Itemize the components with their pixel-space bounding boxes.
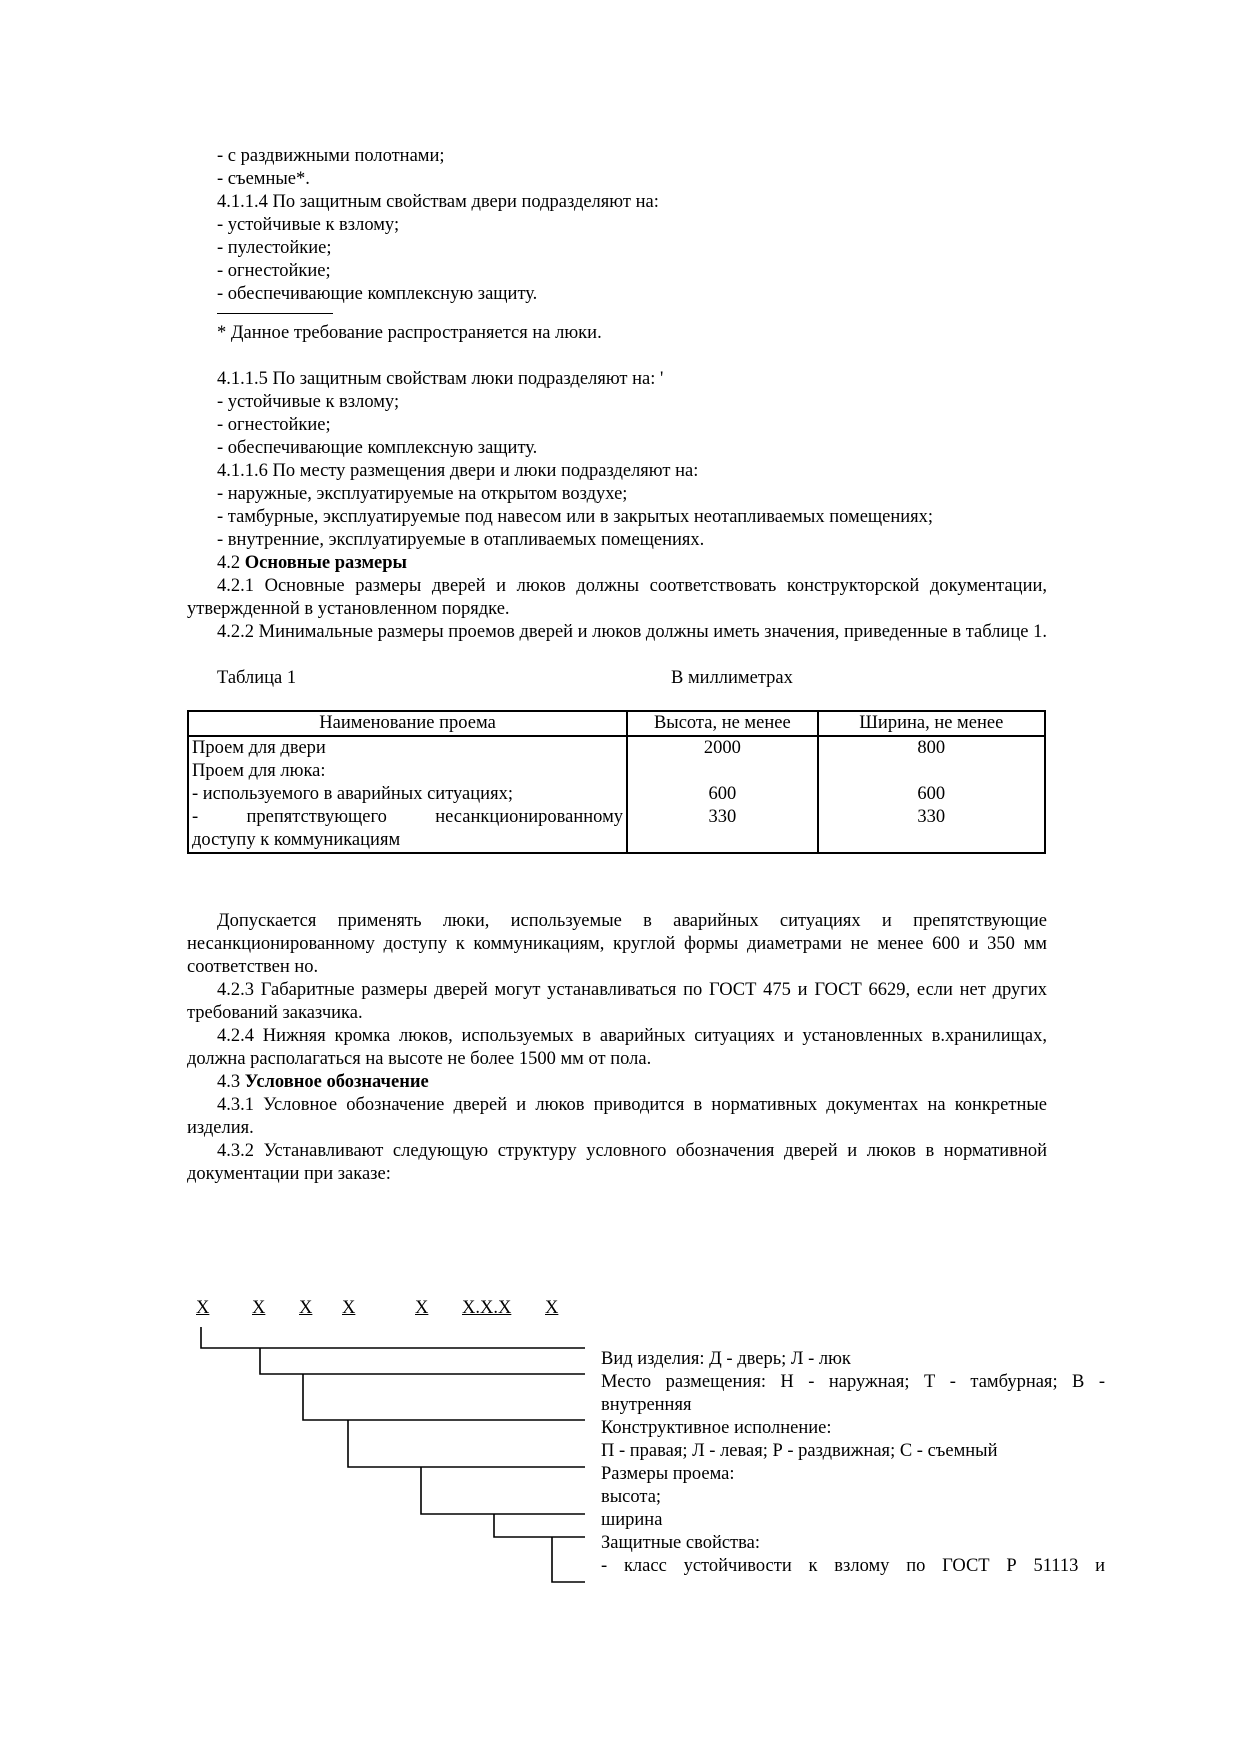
text-line: - съемные*. [217,169,310,189]
text-line: - с раздвижными полотнами; [217,146,445,166]
paragraph-4-2-3: 4.2.3 Габаритные размеры дверей могут устанавливаться по ГОСТ 475 и ГОСТ 6629, если нет других требований заказчика. [187,980,1047,1023]
legend-size: Размеры проема: [601,1464,735,1484]
paragraph-note: Допускается применять люки, используемые в аварийных ситуациях и препятствующие несанкционированному доступу к коммуникациям, круглой формы диаметрами не менее 600 и 350 мм соответствен но. [187,911,1047,977]
text-line: - огнестойкие; [217,261,331,281]
scheme-legend [601,1348,1105,1578]
scheme-label: Х [545,1298,559,1318]
scheme-label: Х [299,1298,313,1318]
paragraph-4-3-2: 4.3.2 Устанавливают следующую структуру условного обозначения дверей и люков в нормативной документации при заказе: [187,1141,1047,1184]
legend-protection-class: - класс устойчивости к взлому по ГОСТ Р 51113 и [601,1556,1105,1576]
footnote: * Данное требование распространяется на люки. [217,323,602,343]
text-line: 4.1.1.4 По защитным свойствам двери подразделяют на: [217,192,659,212]
text-line: - обеспечивающие комплексную защиту. [217,284,538,304]
legend-size-width: ширина [601,1510,663,1530]
text-line: 4.1.1.6 По месту размещения двери и люки подразделяют на: [217,461,699,481]
scheme-label: Х [196,1298,210,1318]
legend-kind: Вид изделия: Д - дверь; Л - люк [601,1349,851,1369]
section-heading-4-2: 4.2 Основные размеры [217,553,407,573]
text-line: - наружные, эксплуатируемые на открытом воздухе; [217,484,628,504]
header-cell: Высота, не менее [627,711,818,736]
table-units: В миллиметрах [671,668,793,688]
scheme-label: Х.Х.Х [462,1298,512,1318]
legend-design: Конструктивное исполнение: [601,1418,832,1438]
scheme-label: Х [342,1298,356,1318]
legend-place-cont: внутренняя [601,1395,692,1415]
header-cell: Ширина, не менее [818,711,1045,736]
header-cell: Наименование проема [188,711,627,736]
legend-size-height: высота; [601,1487,662,1507]
paragraph-4-2-4: 4.2.4 Нижняя кромка люков, используемых в аварийных ситуациях и установленных в.хранилищах, должна располагаться на высоте не более 1500 мм от пола. [187,1026,1047,1069]
paragraph-4-2-2: 4.2.2 Минимальные размеры проемов дверей и люков должны иметь значения, приведенные в таблице 1. [217,622,1047,642]
scheme-label: Х [415,1298,429,1318]
text-line: - пулестойкие; [217,238,332,258]
text-line: - огнестойкие; [217,415,331,435]
scheme-label: Х [252,1298,266,1318]
legend-protection: Защитные свойства: [601,1533,760,1553]
table-cell: 800 600 330 [818,736,1045,853]
text-line: - устойчивые к взлому; [217,215,400,235]
text-line: 4.1.1.5 По защитным свойствам люки подразделяют на: ' [217,369,664,389]
text-line: - обеспечивающие комплексную защиту. [217,438,538,458]
text-line: - тамбурные, эксплуатируемые под навесом или в закрытых неотапливаемых помещениях; [217,507,934,527]
table-title: Таблица 1 [217,668,297,688]
table-cell: Проем для двери Проем для люка: - используемого в аварийных ситуациях; - препятствующего несанкционированному доступу к коммуникациям [188,736,627,853]
text-line: - внутренние, эксплуатируемые в отапливаемых помещениях. [217,530,705,550]
legend-design-values: П - правая; Л - левая; Р - раздвижная; С - съемный [601,1441,998,1461]
text-line: - устойчивые к взлому; [217,392,400,412]
section-heading-4-3: 4.3 Условное обозначение [217,1072,429,1092]
legend-place: Место размещения: Н - наружная; Т - тамбурная; В - [601,1372,1105,1392]
table-cell: 2000 600 330 [627,736,818,853]
paragraph-4-2-1: 4.2.1 Основные размеры дверей и люков должны соответствовать конструкторской документации, утвержденной в установленном порядке. [187,576,1047,619]
paragraph-4-3-1: 4.3.1 Условное обозначение дверей и люков приводится в нормативных документах на конкретные изделия. [187,1095,1047,1138]
